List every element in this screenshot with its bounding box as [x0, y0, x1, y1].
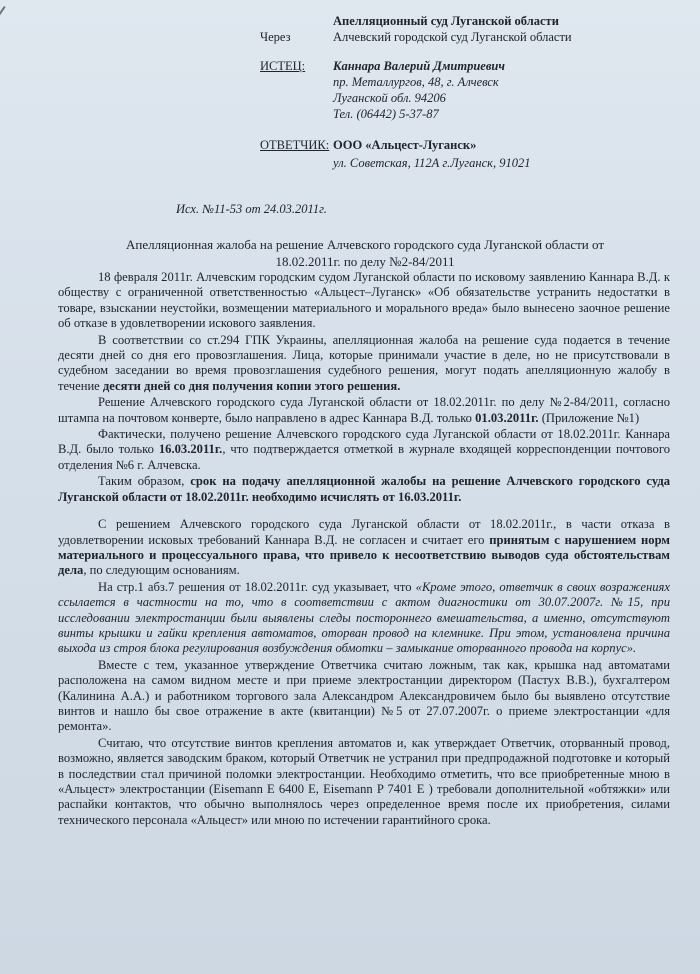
plaintiff-address-line1: пр. Металлургов, 48, г. Алчевск [333, 75, 499, 89]
via-court: Алчевский городской суд Луганской области [333, 30, 572, 44]
paragraph-4: Фактически, получено решение Алчевского городского суда Луганской области от 18.02.2011г. Каннара В.Д. было только 16.03.2011г., что подтверждается отметкой в журнале входящей корреспонденции почтового отделения №6 г. Алчевска. [58, 427, 670, 472]
paragraph-5: Таким образом, срок на подачу апелляционной жалобы на решение Алчевского городского суда Луганской области от 18.02.2011г. необходимо исчислять от 16.03.2011г. [58, 474, 671, 504]
title-line-2: 18.02.2011г. по делу №2-84/2011 [275, 254, 455, 269]
defendant-address: ул. Советская, 112А г.Луганск, 91021 [333, 156, 531, 170]
document-title [60, 236, 670, 270]
via-label: Через [260, 30, 291, 44]
paragraph-3: Решение Алчевского городского суда Луганской области от 18.02.2011г. по делу №2-84/2011, согласно штампа на почтовом конверте, было направлено в адрес Каннара В.Д. только 01.03.2011г. (Приложение №1) [58, 395, 670, 425]
plaintiff-name: Каннара Валерий Дмитриевич [333, 59, 505, 73]
court-name: Апелляционный суд Луганской области [333, 14, 559, 28]
defendant-label: ОТВЕТЧИК: [260, 138, 330, 152]
pen-mark [0, 6, 30, 57]
paragraph-9: Считаю, что отсутствие винтов крепления автоматов и, как утверждает Ответчик, оторванный провод, возможно, является заводским браком, который Ответчик не устранил при предпродажной подготовке и который в последствии стал причиной поломки электростанции. Необходимо отметить, что все приобретенные мною в «Альцест» электростанции (Eisemann E 6400 E, Eisemann P 7401 E ) требовали дополнительной «обтяжки» или распайки контактов, что обычно выполнялось через определенное время после их приобретения, силами технического персонала «Альцест» или мною по истечении гарантийного срока. [58, 735, 670, 827]
document-body [58, 270, 670, 829]
paragraph-2: В соответствии со ст.294 ГПК Украины, апелляционная жалоба на решение суда подается в течение десяти дней со дня его провозглашения. Лица, которые принимали участие в деле, но не присутствовали в судебном заседании во время провозглашения судебного решения, могут подать апелляционную жалобу в течение десяти дней со дня получения копии этого решения. [58, 332, 670, 393]
paragraph-7: На стр.1 абз.7 решения от 18.02.2011г. суд указывает, что «Кроме этого, ответчик в своих возражениях ссылается в частности на то, что в соответствии с актом диагностики от 30.07.2007г. №15, при исследовании электростанции были выявлены следы постороннего вмешательства, а именно, отсутствуют винты крышки и гайки крепления автоматов, оторван провод на клемнике. При этом, установлена причина выхода из строя блока регулирования возбуждения обмотки – замыкание оторванного провода на корпус». [58, 579, 670, 656]
plaintiff-address-line2: Луганской обл. 94206 [333, 91, 446, 105]
paragraph-6: С решением Алчевского городского суда Луганской области от 18.02.2011г., в части отказа в удовлетворении исковых требований Каннара В.Д. не согласен и считает его принятым с нарушением норм материального и процессуального права, что привело к несоответствию выводов суда обстоятельствам дела, по следующим основаниям. [58, 517, 670, 578]
outgoing-reference: Исх. №11-53 от 24.03.2011г. [176, 202, 327, 216]
title-line-1: Апелляционная жалоба на решение Алчевского городского суда Луганской области от [125, 237, 605, 252]
paragraph-8: Вместе с тем, указанное утверждение Ответчика считаю ложным, так как, крышка над автоматами расположена на самом видном месте и при приеме электростанции директором (Пастух В.В.), бухгалтером (Калинина А.А.) и работником торгового зала Александром Александровичем было бы выявлено отсутствие винтов и нашло бы свое отражение в акте (квитанции) №5 от 27.07.2007г. о приеме электростанции «для ремонта». [58, 657, 670, 734]
defendant-name: ООО «Альцест-Луганск» [333, 138, 477, 152]
plaintiff-phone: Тел. (06442) 5-37-87 [333, 107, 439, 121]
plaintiff-label: ИСТЕЦ: [260, 59, 306, 73]
paragraph-1: 18 февраля 2011г. Алчевским городским судом Луганской области по исковому заявлению Каннара В.Д. к обществу с ограниченной ответственностью «Альцест–Луганск» «Об обязательстве устранить недостатки в товаре, взыскании неустойки, возмещении материального и морального вреда» было вынесено заочное решение об отказе в удовлетворении искового заявления. [58, 270, 670, 331]
